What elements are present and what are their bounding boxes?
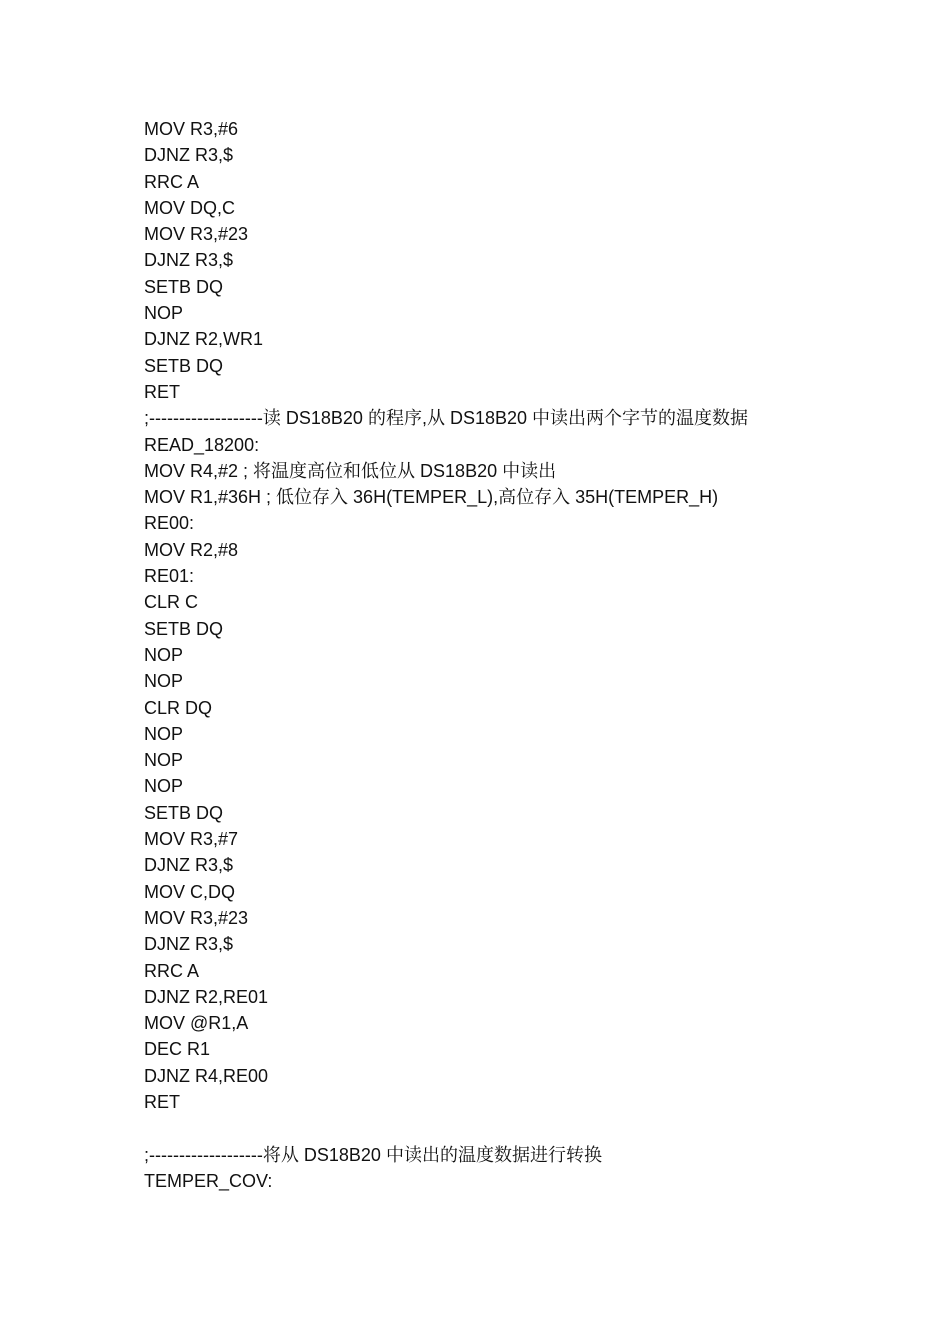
code-line: DJNZ R3,$	[144, 934, 234, 955]
code-line: MOV R2,#8	[144, 539, 239, 560]
code-line: MOV R3,#7	[144, 829, 239, 850]
code-label: TEMPER_COV:	[144, 1170, 273, 1191]
code-line: SETB DQ	[144, 276, 224, 297]
code-line: CLR DQ	[144, 697, 213, 718]
code-line: NOP	[144, 750, 184, 771]
code-line: DJNZ R4,RE00	[144, 1065, 269, 1086]
assembly-listing	[144, 116, 748, 1194]
code-line: DEC R1	[144, 1039, 211, 1060]
code-line: MOV R4,#2 ; 将温度高位和低位从 DS18B20 中读出	[144, 460, 557, 481]
code-line: CLR C	[144, 592, 199, 613]
code-line: MOV DQ,C	[144, 197, 236, 218]
code-line: RET	[144, 1091, 180, 1112]
code-line: RET	[144, 381, 180, 402]
code-line: NOP	[144, 776, 184, 797]
blank-line	[144, 1115, 748, 1141]
code-line: RRC A	[144, 171, 200, 192]
code-label: RE00:	[144, 513, 195, 534]
code-line: DJNZ R2,RE01	[144, 986, 269, 1007]
code-line: MOV R1,#36H ; 低位存入 36H(TEMPER_L),高位存入 35H(TEMPER_H)	[144, 487, 719, 508]
code-line: DJNZ R2,WR1	[144, 329, 264, 350]
code-line: SETB DQ	[144, 802, 224, 823]
code-label: READ_18200:	[144, 434, 260, 455]
comment-line: ;-------------------将从 DS18B20 中读出的温度数据进行转换	[144, 1144, 602, 1165]
code-line: NOP	[144, 303, 184, 324]
code-line: MOV R3,#23	[144, 224, 249, 245]
code-line: MOV R3,#6	[144, 119, 239, 139]
code-line: NOP	[144, 723, 184, 744]
comment-line: ;-------------------读 DS18B20 的程序,从 DS18B20 中读出两个字节的温度数据	[144, 408, 749, 429]
code-line: NOP	[144, 671, 184, 692]
code-line: RRC A	[144, 960, 200, 981]
code-line: DJNZ R3,$	[144, 145, 234, 166]
code-label: RE01:	[144, 566, 195, 587]
code-line: MOV R3,#23	[144, 907, 249, 928]
code-line: SETB DQ	[144, 355, 224, 376]
code-line: SETB DQ	[144, 618, 224, 639]
code-line: MOV C,DQ	[144, 881, 236, 902]
code-line: DJNZ R3,$	[144, 250, 234, 271]
code-line: NOP	[144, 644, 184, 665]
code-line: MOV @R1,A	[144, 1013, 249, 1034]
code-line: DJNZ R3,$	[144, 855, 234, 876]
